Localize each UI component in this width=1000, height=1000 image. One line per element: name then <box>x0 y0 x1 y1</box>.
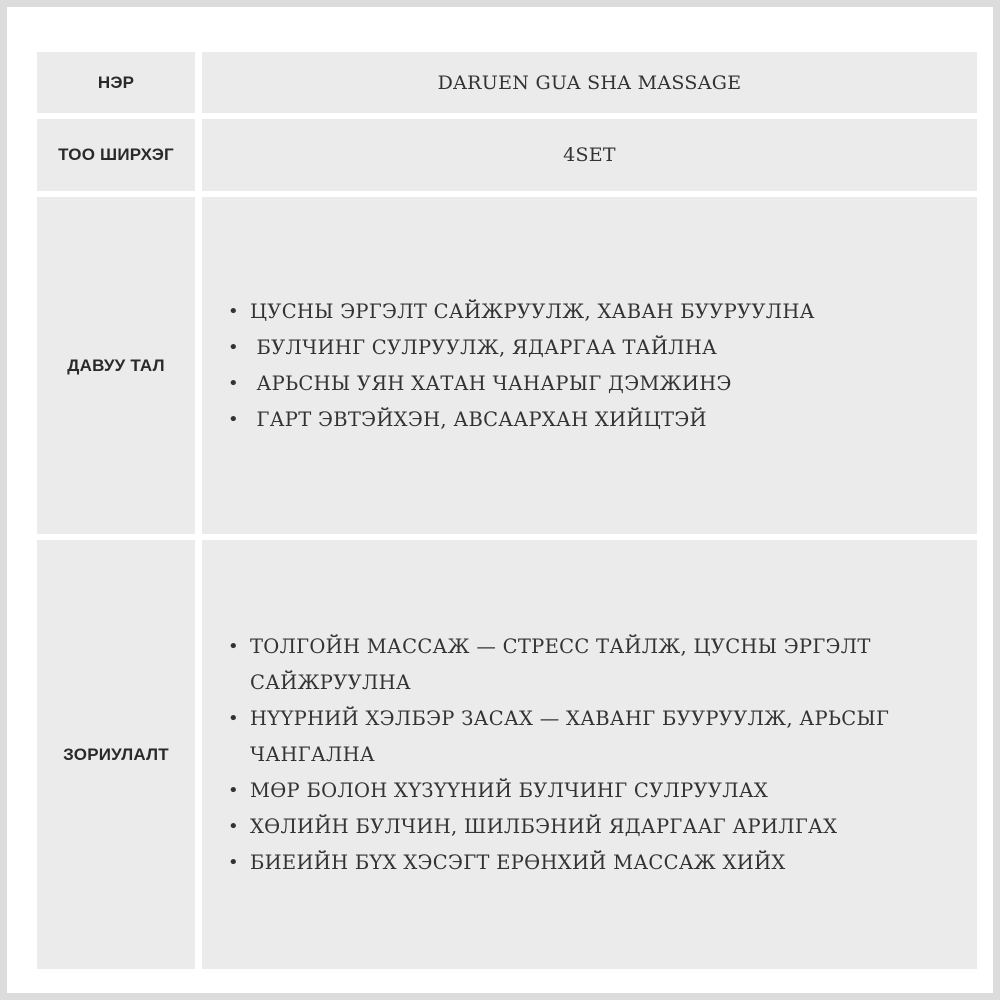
value-name-text: DARUEN GUA SHA MASSAGE <box>437 71 742 94</box>
label-name-text: НЭР <box>97 72 135 92</box>
value-quantity-text: 4SET <box>563 144 616 166</box>
list-item: • БИЕИЙН БҮХ ХЭСЭГТ ЕРӨНХИЙ МАССАЖ ХИЙХ <box>250 845 947 881</box>
value-name <box>202 52 977 113</box>
list-item: • ТОЛГОЙН МАССАЖ — СТРЕСС ТАЙЛЖ, ЦУСНЫ ЭРГЭЛТ САЙЖРУУЛНА <box>250 629 947 701</box>
label-quantity <box>37 119 195 191</box>
list-item: • НҮҮРНИЙ ХЭЛБЭР ЗАСАХ — ХАВАНГ БУУРУУЛЖ, АРЬСЫГ ЧАНГАЛНА <box>250 701 947 773</box>
list-item: • БУЛЧИНГ СУЛРУУЛЖ, ЯДАРГАА ТАЙЛНА <box>250 330 815 366</box>
value-quantity <box>202 119 977 191</box>
value-advantages <box>202 197 977 534</box>
label-advantages <box>37 197 195 534</box>
list-item: • ЦУСНЫ ЭРГЭЛТ САЙЖРУУЛЖ, ХАВАН БУУРУУЛНА <box>250 294 815 330</box>
label-uses <box>37 540 195 969</box>
list-item: • ХӨЛИЙН БУЛЧИН, ШИЛБЭНИЙ ЯДАРГААГ АРИЛГАХ <box>250 809 947 845</box>
list-item: • АРЬСНЫ УЯН ХАТАН ЧАНАРЫГ ДЭМЖИНЭ <box>250 366 815 402</box>
label-uses-text: ЗОРИУЛАЛТ <box>63 744 169 764</box>
label-advantages-text: ДАВУУ ТАЛ <box>67 355 165 375</box>
label-name <box>37 52 195 113</box>
uses-list <box>226 629 947 881</box>
list-item: • МӨР БОЛОН ХҮЗҮҮНИЙ БУЛЧИНГ СУЛРУУЛАХ <box>250 773 947 809</box>
value-uses <box>202 540 977 969</box>
list-item: • ГАРТ ЭВТЭЙХЭН, АВСААРХАН ХИЙЦТЭЙ <box>250 402 815 438</box>
label-quantity-text: ТОО ШИРХЭГ <box>58 145 174 164</box>
advantages-list <box>226 294 815 438</box>
